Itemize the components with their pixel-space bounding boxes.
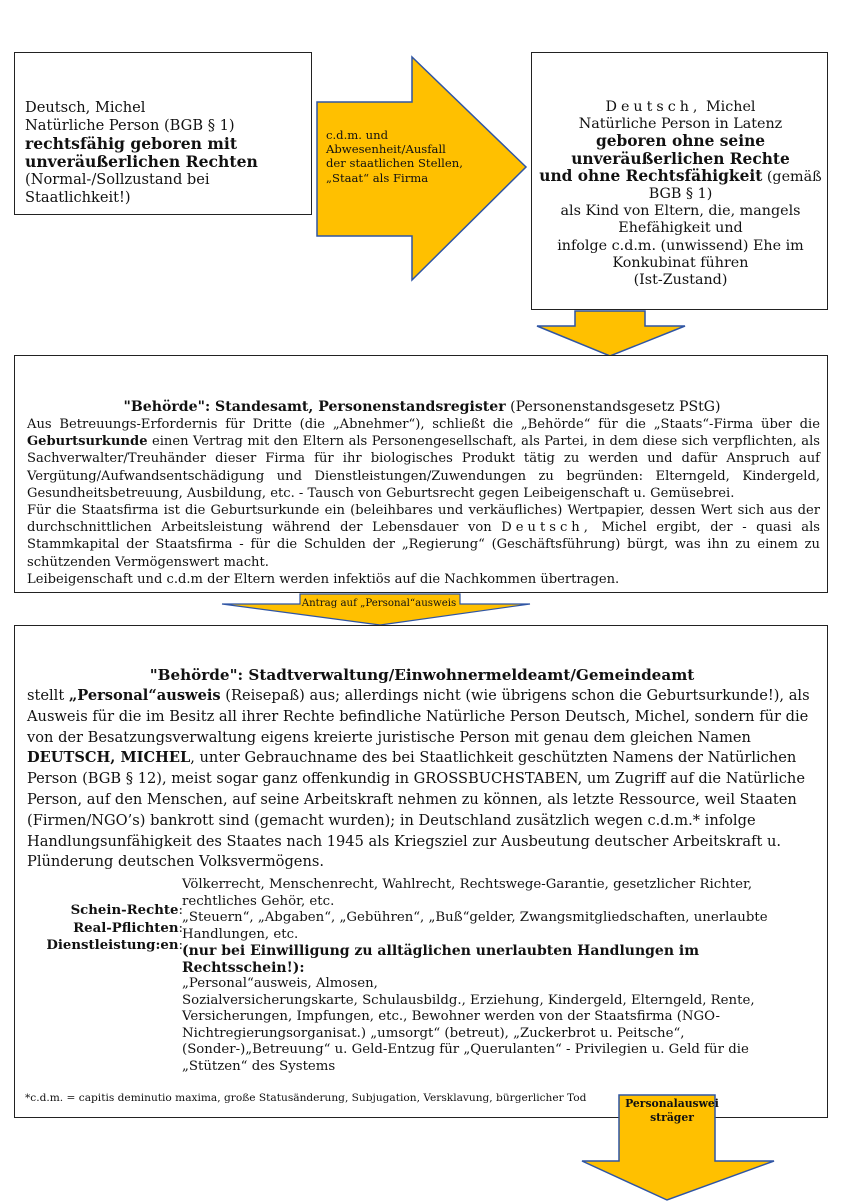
box2-name-rest: Michel [701,99,756,115]
arrow-down-label: Antrag auf „Personal“ausweis [301,598,457,609]
box3-paragraph2: Für die Staatsfirma ist die Geburtsurkunde ein (beleihbares und verkäufliches) Wertpapier, dessen Wert sich aus der durchschnittlichen Arbeitsleistung während der Lebensdauer von Deutsch, Michel ergibt, der - quasi als Stammkapital der Staatsfirma - für die Schulden der „Regierung“ (Geschäftsführung) bürgt, was ihn zu einem zu schützenden Vermögenswert macht. [27,503,820,570]
box4-labels: Schein-Rechte: Real-Pflichten: Dienstleistung:en: [46,903,183,953]
standesamt-box [14,355,828,593]
box2-bold3-rest: (gemäß [762,168,822,185]
ist-zustand-box [531,52,828,310]
arrow-right-line2: Abwesenheit/Ausfall [326,142,446,157]
box4-heading: "Behörde": Stadtverwaltung/Einwohnermeldeamt/Gemeindeamt [149,666,695,684]
box2-line8: Konkubinat führen [612,254,749,271]
box4-list [182,877,812,1075]
box3-paragraph3: Leibeigenschaft und c.d.m der Eltern werden infektiös auf die Nachkommen übertragen. [27,571,620,587]
label-dienstleistungen: Dienstleistung:en [46,938,179,953]
box2-bold1: geboren ohne seine [595,132,766,151]
list-schein-rechte: Völkerrecht, Menschenrecht, Wahlrecht, Rechtswege-Garantie, gesetzlicher Richter, rechtliches Gehör, etc. [182,877,753,909]
box1-bold2: unveräußerlichen Rechten [25,152,258,171]
list-dienstleistungen-2: Sozialversicherungskarte, Schulausbildg., Erziehung, Kindergeld, Elterngeld, Rente, Versicherungen, Impfungen, etc., Bewohner werden von der Staatsfirma (NGO-Nichtregierungsorganisat.) „umsorgt“ (betreut), „Zuckerbrot u. Peitsche“, [182,992,755,1041]
box1-line3: (Normal-/Sollzustand bei [25,171,210,188]
list-einwilligung: (nur bei Einwilligung zu alltäglichen unerlaubten Handlungen im Rechtsschein!): [182,943,700,976]
arrow-down-polygon-1 [537,311,685,356]
arrow3-line1: Personalauswei [625,1097,719,1110]
box3-heading-rest: (Personenstandsgesetz PStG) [505,399,721,415]
box2-name-spaced: Deutsch, [605,99,702,115]
box2-bold3: und ohne Rechtsfähigkeit [539,166,763,185]
box1-name: Deutsch, Michel [25,99,146,116]
box2-line6: Ehefähigkeit und [618,220,743,237]
label-real-pflichten: Real-Pflichten [73,920,179,936]
box2-line9: (Ist-Zustand) [633,272,728,289]
soll-zustand-box [14,52,312,215]
list-dienstleistungen-3: (Sonder-)„Betreuung“ u. Geld-Entzug für „Querulanten“ - Privilegien u. Geld für die „Stützen“ des Systems [182,1042,749,1074]
label-schein-rechte: Schein-Rechte [70,903,179,918]
box2-line4: BGB § 1) [648,186,713,203]
box3-paragraph1: Aus Betreuungs-Erfordernis für Dritte (die „Abnehmer“), schließt die „Behörde“ für die „Staats“-Firma über die Geburtsurkunde einen Vertrag mit den Eltern als Personengesellschaft, als Partei, in dem diese sich verpflichten, als Sachverwalter/Treuhänder dieser Firma für ihr biologisches Produkt tätig zu werden und dafür Anspruch auf Vergütung/Aufwandsentschädigung und Dienstleistungen/Zuwendungen zu begründen: Elterngeld, Kindergeld, Gesundheitsbetreuung, Ausbildung, etc. - Tausch von Geburtsrecht gegen Leibeigenschaft u. Gemüsebrei. [27,417,820,501]
arrow-down-shape-1 [535,310,695,360]
box2-bold2: unveräußerlichen Rechte [571,149,790,168]
arrow-right-label [326,128,466,185]
arrow-right-line3: der staatlichen Stellen, [326,156,463,171]
box2-line7: infolge c.d.m. (unwissend) Ehe im [557,237,804,254]
box1-bold1: rechtsfähig geboren mit [25,134,238,153]
box2-person: Natürliche Person in Latenz [578,116,783,133]
box4-paragraph: stellt „Personal“ausweis (Reisepaß) aus; allerdings nicht (wie übrigens schon die Geburtsurkunde!), als Ausweis für die im Besitz all ihrer Rechte befindliche Natürliche Person Deutsch, Michel, sondern für die von der Besatzungsverwaltung eigens kreierte juristische Person mit genau dem gleichen Namen DEUTSCH, MICHEL, unter Gebrauchname des bei Staatlichkeit geschützten Namens der Natürlichen Person (BGB § 12), meist sogar ganz offenkundig in GROSSBUCHSTABEN, um Zugriff auf die Natürliche Person, auf den Menschen, auf seine Arbeitskraft nehmen zu können, als letzte Ressource, weil Staaten (Firmen/NGO’s) bankrott sind (gemacht wurden); in Deutschland zusätzlich wegen c.d.m.* infolge Handlungsunfähigkeit des Staates nach 1945 als Kriegsziel zur Ausbeutung deutscher Arbeitskraft u. Plünderung deutschen Volksvermögens. [27,687,810,871]
stadtverwaltung-box [14,625,828,1118]
arrow-right-line1: c.d.m. und [326,128,389,142]
personalausweistraeger-label [614,1097,730,1125]
arrow3-line2: sträger [650,1111,694,1124]
box3-heading: "Behörde": Standesamt, Personenstandsregister [123,399,506,415]
footnote: *c.d.m. = capitis deminutio maxima, große Statusänderung, Subjugation, Versklavung, bürgerlicher Tod [25,1092,587,1104]
list-dienstleistungen-1: „Personal“ausweis, Almosen, [182,976,378,991]
box2-line5: als Kind von Eltern, die, mangels [560,203,801,220]
list-real-pflichten: „Steuern“, „Abgaben“, „Gebühren“, „Buß“gelder, Zwangsmitgliedschaften, unerlaubte Handlungen, etc. [182,910,768,942]
box1-line4: Staatlichkeit!) [25,189,131,206]
arrow-right-line4: „Staat“ als Firma [326,170,429,185]
box1-person: Natürliche Person (BGB § 1) [25,117,235,134]
